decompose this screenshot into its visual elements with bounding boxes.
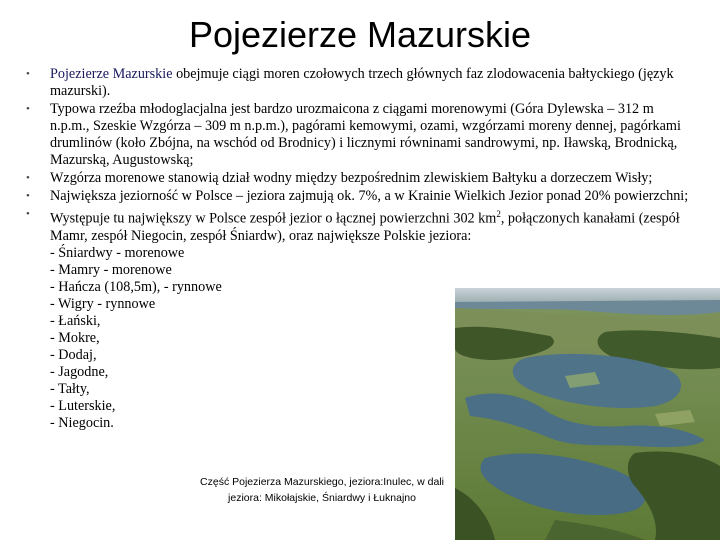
bullet-text: , połączonych kanałami (zespół Mamr, zespół Niegocin, zespół Śniardw), oraz największe Polskie jeziora: [50,210,680,244]
lake-item: - Wigry - rynnowe [50,295,156,312]
lake-item: - Mamry - morenowe [50,261,172,278]
lake-item: - Hańcza (108,5m), - rynnowe [50,278,222,295]
lake-item: - Łański, [50,312,101,329]
lake-item: - Śniardwy - morenowe [50,244,185,261]
lake-item: - Dodaj, [50,346,97,363]
lake-item: - Tałty, [50,380,90,397]
slide-title: Pojezierze Mazurskie [188,14,532,55]
lake-item: - Niegocin. [50,414,114,431]
lake-item: - Mokre, [50,329,100,346]
bullet-text: Największa jeziorność w Polsce – jeziora zajmują ok. 7%, a w Krainie Wielkich Jezior ponad 20% powierzchni; [50,188,689,204]
superscript: 2 [496,209,501,219]
lake-item: - Luterskie, [50,397,116,414]
photo-caption: Część Pojezierza Mazurskiego, jeziora:Inulec, w dali jeziora: Mikołajskie, Śniardwy i Łuknajno [200,476,444,504]
bullet-text: Wzgórza morenowe stanowią dział wodny między bezpośrednim zlewiskiem Bałtyku a dorzeczem Wisły; [50,170,653,186]
bullet-item [22,170,690,187]
bullet-text: Występuje tu największy w Polsce zespół jezior o łącznej powierzchni 302 km [50,210,497,227]
bullet-item [22,188,690,205]
lake-landscape-photo [455,288,720,540]
bullet-term: Pojezierze Mazurskie [50,66,173,82]
bullet-text: obejmuje ciągi moren czołowych trzech głównych faz zlodowacenia bałtyckiego (język mazurski). [50,66,674,99]
bullet-text: Typowa rzeźba młodoglacjalna jest bardzo urozmaicona z ciągami morenowymi (Góra Dylewska – 312 m n.p.m., Szeskie Wzgórza – 309 m n.p.m.), pagórami kemowymi, ozami, wzgórzami moreny dennej, pagórkami drumlinów (koło Zbójna, na wschód od Brodnicy) i licznymi równinami sandrowymi, np. Iławską, Brodnicką, Mazurską, Augustowską; [50,101,681,168]
lake-item: - Jagodne, [50,363,109,380]
bullet-item [22,101,690,169]
bullet-item [22,66,690,100]
